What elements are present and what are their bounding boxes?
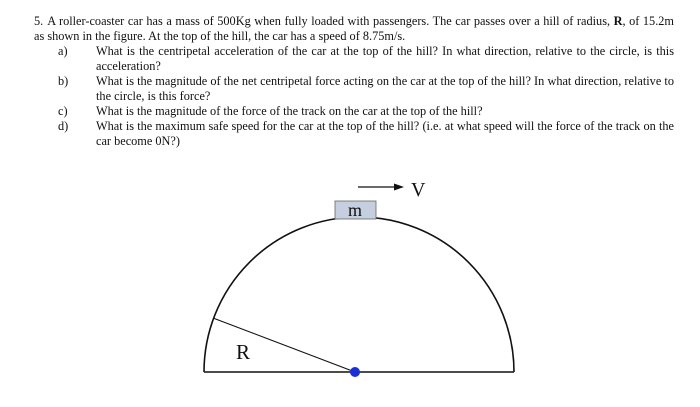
- part-text: What is the magnitude of the net centripetal force acting on the car at the top of the hill? In what direction, relative to the circle, is this force?: [96, 74, 674, 103]
- part-letter: b): [58, 74, 69, 88]
- radius-symbol: R: [613, 14, 623, 28]
- velocity-arrowhead: [394, 184, 404, 191]
- center-dot: [350, 367, 360, 377]
- part-letter: a): [58, 44, 68, 58]
- part-letter: c): [58, 104, 68, 118]
- stem-text-end: , of 15.2m as shown in the figure. At the top of the hill, the car has a speed of 8.75m/s.: [34, 14, 674, 43]
- part-letter: d): [58, 119, 69, 133]
- part-text: What is the maximum safe speed for the car at the top of the hill? (i.e. at what speed will the force of the track on the car become 0N?): [96, 119, 674, 148]
- velocity-label: V: [411, 179, 426, 201]
- stem-text-start: A roller-coaster car has a mass of 500Kg when fully loaded with passengers. The car passes over a hill of radius,: [47, 14, 611, 28]
- radius-line: [213, 318, 355, 372]
- problem-number: 5.: [34, 14, 44, 28]
- part-text: What is the centripetal acceleration of the car at the top of the hill? In what direction, relative to the circle, is this acceleration?: [96, 44, 674, 73]
- part-text: What is the magnitude of the force of the track on the car at the top of the hill?: [96, 104, 483, 118]
- car-mass-label: m: [347, 200, 363, 220]
- hill-arc: [204, 217, 514, 372]
- radius-label: R: [236, 340, 251, 364]
